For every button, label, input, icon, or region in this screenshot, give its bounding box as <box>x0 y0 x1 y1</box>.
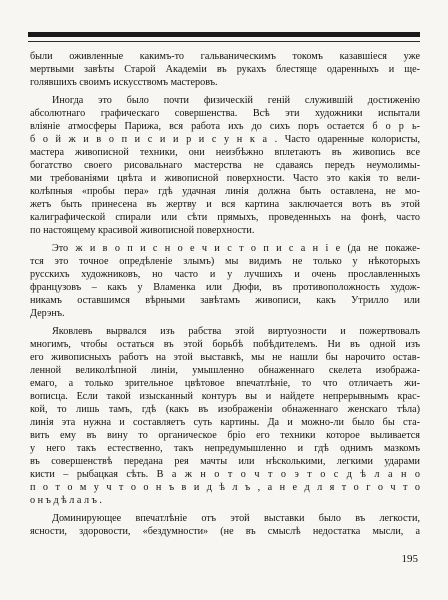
header-rule-thin <box>28 41 420 42</box>
text-line: п о т о м у ч т о о н ъ в и д ѣ л ъ , а н е д л я т о г о ч т о <box>30 482 420 493</box>
text-line: калиграфической спирали или сѣти прямыхъ, проведенныхъ на фонѣ, часто <box>30 212 420 223</box>
paragraph-1 <box>30 50 420 89</box>
text-line: ленной великолѣпной линіи, умышленно обнаженнаго скелета изобража- <box>30 365 420 376</box>
header-rule-thick <box>28 32 420 37</box>
text-line: Яковлевъ вырвался изъ рабства этой виртуозности и пожертвовалъ <box>52 326 420 337</box>
text-line: Дерэнъ. <box>30 308 65 319</box>
text-line: русскихъ художниковъ, но часто и у лучшихъ и очень прославленныхъ <box>30 269 420 280</box>
text-line: ми требованіями цвѣта и живописной поверхности. Часто это какія то вели- <box>30 173 420 184</box>
text-line: французовъ – какъ у Вламенка или Дюфи, въ противоположность худож- <box>30 282 420 293</box>
text-line: Иногда это было почти физическій геній служившій достиженію <box>52 95 420 106</box>
text-line: линія эта нужна и составляетъ суть картины. Да и можно-ли было бы ста- <box>30 417 420 428</box>
text-line: жетъ быть принесена въ жертву и вся картина заключается вотъ въ этой <box>30 199 420 210</box>
text-line: никамъ оставшимся вѣрными завѣтамъ живописи, какъ Утрилло или <box>30 295 420 306</box>
text-line: вописца. Если такой изысканный контуръ вы и найдете непрерывнымъ крас- <box>30 391 420 402</box>
text-line: въ совершенствѣ передана рея мачты или нѣсколькими, легкими ударами <box>30 456 420 467</box>
paragraph-5 <box>30 512 420 538</box>
page-number: 195 <box>401 553 418 565</box>
text-line: кисти – рыбацкая сѣть. В а ж н о т о ч т о э т о с д ѣ л а н о <box>30 469 420 480</box>
text-line: емаго, а только зрительное цвѣтовое впечатлѣніе, то что отличаетъ жи- <box>30 378 420 389</box>
paragraph-3 <box>30 242 420 320</box>
text-line: колѣпныя «пробы пера» гдѣ удачная линія должна быть оставлена, не мо- <box>30 186 420 197</box>
text-line: Доминирующее впечатлѣніе отъ этой выставки было въ легкости, <box>52 513 420 524</box>
text-line: были оживленные какимъ-то гальваническимъ токомъ казавшіеся уже <box>30 51 420 62</box>
text-line: ясности, здоровости, «бездумности» (не въ смыслѣ недостатка мысли, а <box>30 526 420 537</box>
text-line: мертвыми завѣты Старой Академіи въ рукахъ блестяще одаренныхъ и ще- <box>30 64 420 75</box>
text-line: голявшихъ своимъ искусствомъ мастеровъ. <box>30 77 218 88</box>
text-line: у него такъ естественно, такъ непредумышленно и гдѣ однимъ мазкомъ <box>30 443 420 454</box>
text-line: по настоящему красивой живописной поверхности. <box>30 225 255 236</box>
body-text <box>30 50 420 543</box>
text-line: кой, то лишь тамъ, гдѣ (какъ въ изображеніи обнаженнаго женскаго тѣла) <box>30 404 420 415</box>
text-line: богатство своего рисовальнаго мастерства не сдаваясь передъ неумолимы- <box>30 160 420 171</box>
text-line: б о й ж и в о п и с и и р и с у н к а . Часто одаренные колористы, <box>30 134 420 145</box>
text-line: вліяніе атмосферы Парижа, вся работа ихъ до сихъ поръ остается б о р ь- <box>30 121 420 132</box>
paragraph-4 <box>30 325 420 507</box>
text-line: абсолютнаго графическаго совершенства. Всѣ эти художники испытали <box>30 108 420 119</box>
text-line: его живописныхъ работъ на этой выставкѣ, мы не нашли бы нарочито остав- <box>30 352 420 363</box>
text-line: о н ъ д ѣ л а л ъ . <box>30 495 102 506</box>
text-line: мастера живописной техники, они неизбѣжно вплетаютъ въ живопись все <box>30 147 420 158</box>
text-line: тся это точное опредѣленіе злымъ) мы видимъ не только у нѣкоторыхъ <box>30 256 420 267</box>
paragraph-2 <box>30 94 420 237</box>
text-line: вить ему въ вину то органическое бріо его техники которое выливается <box>30 430 420 441</box>
text-line: многимъ, чтобы остаться въ этой борьбѣ побѣдителемъ. Ни въ одной изъ <box>30 339 420 350</box>
text-line: Это ж и в о п и с н о е ч и с т о п и с а н і е (да не покаже- <box>52 243 420 254</box>
